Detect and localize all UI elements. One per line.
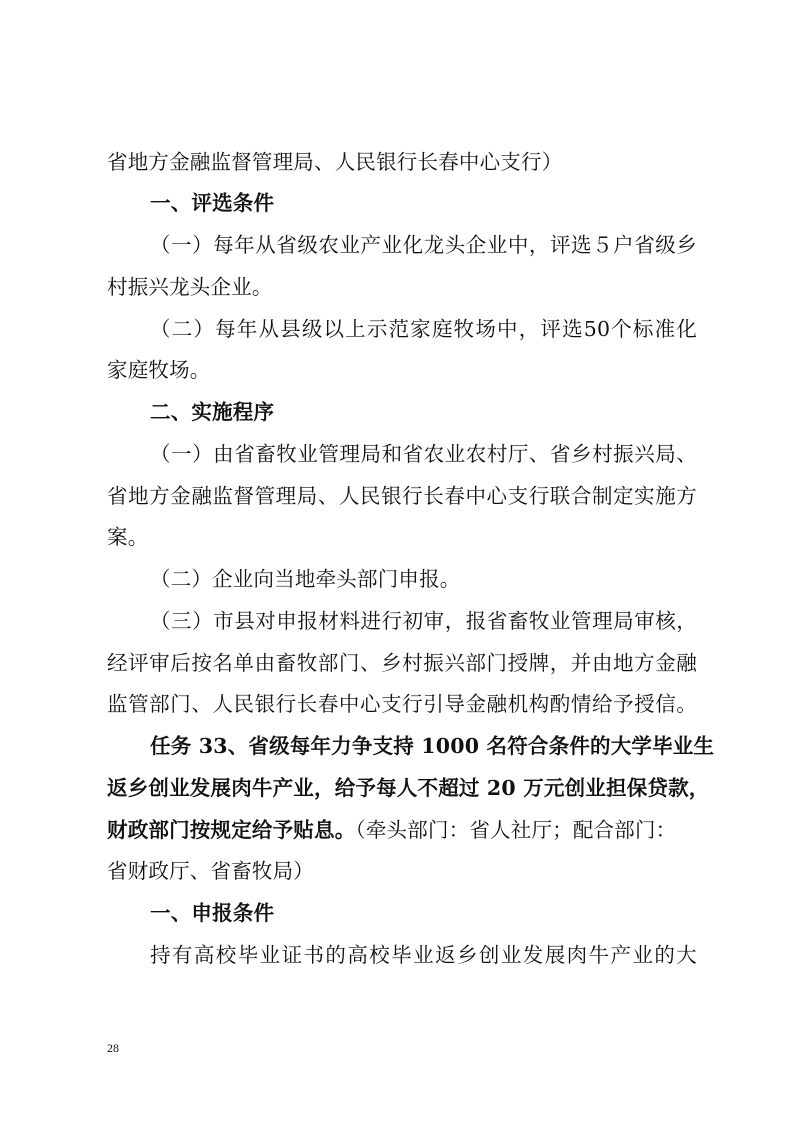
section-heading-selection-criteria: 一、评选条件 [150, 191, 275, 215]
paragraph-line: 持有高校毕业证书的高校毕业返乡创业发展肉牛产业的大 [150, 943, 697, 967]
paragraph-line: 经评审后按名单由畜牧部门、乡村振兴部门授牌，并由地方金融 [107, 651, 697, 675]
task-heading-line [107, 816, 697, 844]
task-heading-line: 任务 33、省级每年力争支持 1000 名符合条件的大学毕业生 [150, 734, 715, 758]
paragraph-line: 村振兴龙头企业。 [107, 275, 273, 299]
paragraph-line: （二）每年从县级以上示范家庭牧场中，评选50个标准化 [150, 317, 697, 341]
paragraph-line: （一）每年从省级农业产业化龙头企业中，评选５户省级乡 [150, 233, 697, 257]
paragraph-line: （三）市县对申报材料进行初审，报省畜牧业管理局审核， [150, 609, 697, 633]
task-heading-line: 返乡创业发展肉牛产业，给予每人不超过 20 万元创业担保贷款， [107, 776, 710, 800]
task-heading-tail: 财政部门按规定给予贴息。 [107, 818, 356, 842]
paragraph-line: 省地方金融监督管理局、人民银行长春中心支行联合制定实施方 [107, 484, 697, 508]
paragraph-line: 省财政厅、省畜牧局） [107, 859, 314, 883]
continuation-line: 省地方金融监督管理局、人民银行长春中心支行） [107, 150, 563, 174]
paragraph-line: （一）由省畜牧业管理局和省农业农村厅、省乡村振兴局、 [150, 442, 697, 466]
responsible-departments: （牵头部门：省人社厅；配合部门： [355, 818, 677, 842]
section-heading-implementation: 二、实施程序 [150, 400, 275, 424]
paragraph-line: 案。 [107, 525, 149, 549]
page-number: 28 [107, 1041, 119, 1055]
paragraph-line: 监管部门、人民银行长春中心支行引导金融机构酌情给予授信。 [107, 692, 697, 716]
paragraph-line: 家庭牧场。 [107, 358, 211, 382]
paragraph-line: （二）企业向当地牵头部门申报。 [150, 567, 461, 591]
section-heading-application: 一、申报条件 [150, 901, 275, 925]
